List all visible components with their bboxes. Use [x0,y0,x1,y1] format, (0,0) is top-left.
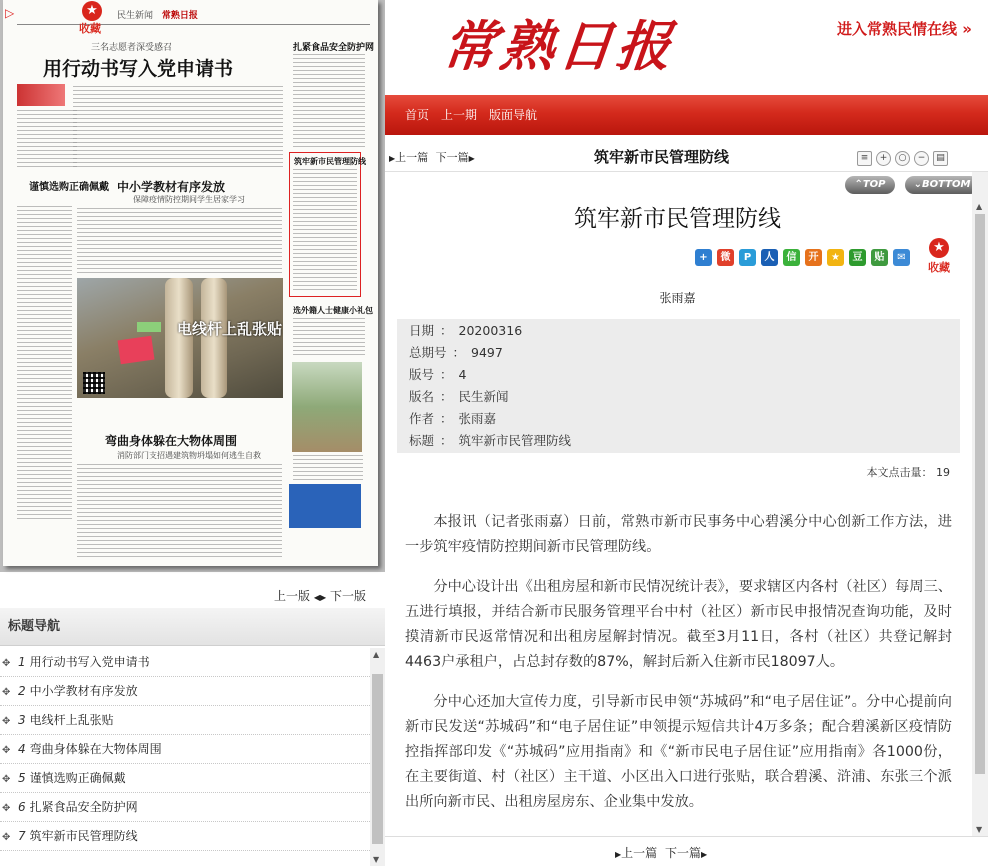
side-headline-food[interactable]: 扎紧食品安全防护网 [293,43,375,53]
title-nav-title: 扎紧食品安全防护网 [29,800,138,814]
next-triangle-icon[interactable]: ▶ [468,154,475,163]
nav-link-0[interactable]: 首页 [405,108,430,122]
title-nav-title: 用行动书写入党申请书 [29,655,150,669]
meta-value: 9497 [471,345,503,360]
title-nav-item[interactable] [0,735,370,764]
side-headline-gift[interactable]: 选外籍人士健康小礼包 [293,305,373,315]
civic-forum-link[interactable] [837,18,972,39]
title-navigation [0,608,385,866]
title-nav-number: 6 [18,800,26,814]
lead-kicker: 三名志愿者深受感召 [91,43,173,53]
meta-colon: ： [440,433,453,448]
text-column [293,455,363,483]
meta-row [397,364,960,386]
expand-arrow-icon[interactable]: ▷ [5,6,15,20]
scroll-down-icon[interactable]: ▼ [976,825,983,834]
civic-forum-label: 进入常熟民情在线 [837,20,958,38]
meta-key: 总期号 [409,345,447,360]
meta-value: 民生新闻 [458,389,509,404]
title-nav-item[interactable] [0,793,370,822]
title-nav-number: 4 [18,742,26,756]
meta-colon: ： [440,389,453,404]
prev-page-link[interactable]: 上一版 [274,589,311,603]
title-nav-item[interactable] [0,677,370,706]
text-column [293,54,365,150]
text-column [17,206,72,521]
meta-key: 作者 [409,411,435,426]
meta-value: 张雨嘉 [458,411,497,426]
prev-arrow-icon[interactable]: ◀ [313,593,320,602]
meta-row [397,320,960,342]
bottom-button[interactable]: ⌄BOTTOM [905,176,979,194]
scroll-up-icon[interactable]: ▲ [373,650,380,659]
article-toolbar [385,140,988,172]
double-chevron-icon: » [962,20,972,38]
zoom-out-icon[interactable]: − [914,151,929,166]
zoom-in-icon[interactable]: + [876,151,891,166]
bottom-article-nav [385,836,988,866]
qr-code [83,372,105,394]
meta-key: 标题 [409,433,435,448]
meta-key: 日期 [409,323,435,338]
title-nav-number: 2 [18,684,26,698]
meta-key: 版名 [409,389,435,404]
title-nav-number: 3 [18,713,26,727]
page-navigation [274,587,366,604]
title-nav-number: 5 [18,771,26,785]
title-nav-title: 弯曲身体躲在大物体周围 [29,742,162,756]
article-collect-button[interactable] [924,236,954,275]
meta-row [397,408,960,430]
prev-article-link[interactable]: 上一篇 [395,151,429,164]
article-author: 张雨嘉 [659,291,696,305]
next-triangle-icon[interactable]: ▶ [701,850,708,859]
site-header [385,0,988,95]
wechat-icon[interactable]: 信 [783,249,800,266]
article-paragraph: 本报讯（记者张雨嘉）日前，常熟市新市民事务中心碧溪分中心创新工作方法，进一步筑牢疫情防控期间新市民管理防线。 [405,514,952,555]
meta-colon: ： [440,323,453,338]
selected-article-highlight[interactable] [289,152,366,297]
hit-label: 本文点击量： [866,466,933,479]
newspaper-page-thumbnail[interactable] [3,0,378,566]
title-nav-title: 电线杆上乱张贴 [29,713,114,727]
text-column [77,464,282,559]
toolbar-article-heading: 筑牢新市民管理防线 [594,148,730,166]
title-nav-scrollbar[interactable] [370,648,385,866]
diamond-bullet-icon: ✥ [2,716,11,727]
diamond-bullet-icon: ✥ [2,745,11,756]
top-button-label: TOP [862,179,886,190]
masthead-brand: 常熟日报 [161,11,198,21]
story2-headline[interactable]: 中小学教材有序发放 [117,180,226,194]
article-body [405,510,952,830]
article-paragraph: 分中心设计出《出租房屋和新市民情况统计表》，要求辖区内各村（社区）每周三、五进行填报，并结合新市民服务管理平台中村（社区）新市民申报情况查询功能，及时摸清新市民返常情况和出租房屋解封情况。截至3月11日，各村（社区）共登记解封4463户承租户，占总封存数的87%，解封后新入住新市民18097人。 [405,579,952,670]
meta-value: 4 [458,367,467,382]
scroll-thumb[interactable] [975,214,985,774]
qzone-icon[interactable]: ★ [827,249,844,266]
star-icon: ★ [82,1,102,21]
next-article-link[interactable]: 下一篇 [665,846,702,860]
left-column-headline[interactable]: 谨慎选购正确佩戴 [29,182,109,193]
diamond-bullet-icon: ✥ [2,687,11,698]
article-scrollbar[interactable] [972,172,988,836]
nav-link-2[interactable]: 版面导航 [489,108,538,122]
hit-count: 19 [936,466,950,479]
newspaper-page-frame [0,0,385,572]
story4-subhead: 消防部门支招遇建筑物坍塌如何逃生自救 [117,451,261,460]
next-page-link[interactable]: 下一版 [329,589,366,603]
tieba-icon[interactable]: 贴 [871,249,888,266]
title-nav-title: 谨慎选购正确佩戴 [29,771,126,785]
share-bar [695,245,915,265]
main-navigation-bar [385,95,988,135]
text-column [293,318,365,358]
meta-row [397,342,960,364]
title-nav-title: 中小学教材有序发放 [29,684,138,698]
collect-badge[interactable] [3,0,113,36]
advertisement-block [289,484,361,528]
zoom-reset-icon[interactable]: ○ [895,151,910,166]
page-masthead [117,8,198,21]
next-arrow-icon[interactable]: ▶ [320,593,327,602]
douban-icon[interactable]: 豆 [849,249,866,266]
scroll-down-icon[interactable]: ▼ [373,855,380,864]
text-column [293,169,357,293]
text-column [17,110,77,170]
star-icon: ★ [929,238,949,258]
top-button[interactable]: ⌃TOP [845,176,895,194]
collect-label: 收藏 [928,261,950,274]
meta-value: 20200316 [458,323,523,338]
meta-colon: ： [440,367,453,382]
scroll-up-icon[interactable]: ▲ [976,202,983,211]
article-content[interactable] [385,172,988,836]
title-nav-list [0,648,370,851]
title-nav-item[interactable] [0,648,370,677]
diamond-bullet-icon: ✥ [2,832,11,843]
story2-subhead: 保障疫情防控期间学生居家学习 [133,195,245,204]
newspaper-logo[interactable]: 常熟日报 [439,14,678,78]
diamond-bullet-icon: ✥ [2,774,11,785]
email-share-icon[interactable]: ✉ [893,249,910,266]
photo-caption: 电线杆上乱张贴 [177,320,283,338]
weibo-icon[interactable]: 微 [717,249,734,266]
article-metadata [397,319,960,453]
more-share-icon[interactable]: + [695,249,712,266]
side-headline-selected: 筑牢新市民管理防线 [294,156,366,166]
tencent-weibo-icon[interactable]: P [739,249,756,266]
next-article-link[interactable]: 下一篇 [435,151,469,164]
community-photo [292,362,362,452]
scroll-thumb[interactable] [372,674,383,844]
diamond-bullet-icon: ✥ [2,803,11,814]
prev-article-link[interactable]: 上一篇 [621,846,658,860]
print-icon[interactable]: ▤ [933,151,948,166]
bottom-button-label: BOTTOM [921,179,971,190]
story4-headline[interactable]: 弯曲身体躲在大物体周围 [105,434,238,448]
article-column [385,0,988,866]
title-nav-header: 标题导航 [0,608,385,646]
article-title: 筑牢新市民管理防线 [574,206,781,232]
title-nav-item[interactable] [0,822,370,851]
text-column [77,208,282,276]
list-icon[interactable]: ≡ [857,151,872,166]
title-nav-number: 7 [18,829,26,843]
diamond-bullet-icon: ✥ [2,658,11,669]
hit-counter [867,464,951,480]
utility-pole-photo [77,278,283,398]
reading-tools [857,145,952,166]
kaixin-icon[interactable]: 开 [805,249,822,266]
article-prev-next [389,149,475,165]
prev-triangle-icon[interactable]: ▶ [615,850,622,859]
renren-icon[interactable]: 人 [761,249,778,266]
meta-colon: ： [452,345,466,360]
nav-link-1[interactable]: 上一期 [441,108,478,122]
title-nav-number: 1 [18,655,26,669]
meta-key: 版号 [409,367,435,382]
prev-triangle-icon[interactable]: ▶ [389,154,396,163]
meta-value: 筑牢新市民管理防线 [458,433,572,448]
text-column [73,86,283,170]
masthead-section: 民生新闻 [117,11,154,21]
collect-label: 收藏 [79,22,101,35]
lead-headline[interactable]: 用行动书写入党申请书 [43,58,234,80]
title-nav-item[interactable] [0,764,370,793]
meta-row [397,430,960,452]
lead-banner-image [17,84,65,106]
title-nav-title: 筑牢新市民管理防线 [29,829,138,843]
meta-row [397,386,960,408]
title-nav-item[interactable] [0,706,370,735]
article-paragraph: 分中心还加大宣传力度，引导新市民申领“苏城码”和“电子居住证”。分中心提前向新市民发送“苏城码”和“电子居住证”申领提示短信共计4万多条；配合碧溪新区疫情防控指挥部印发《“苏城码”应用指南》和《“新市民电子居住证”应用指南》各1000份，在主要街道、村（社区）主干道、小区出入口进行张贴，联合碧溪、浒浦、东张三个派出所向新市民、出租房屋房东、企业集中发放。 [405,694,952,810]
meta-colon: ： [440,411,453,426]
